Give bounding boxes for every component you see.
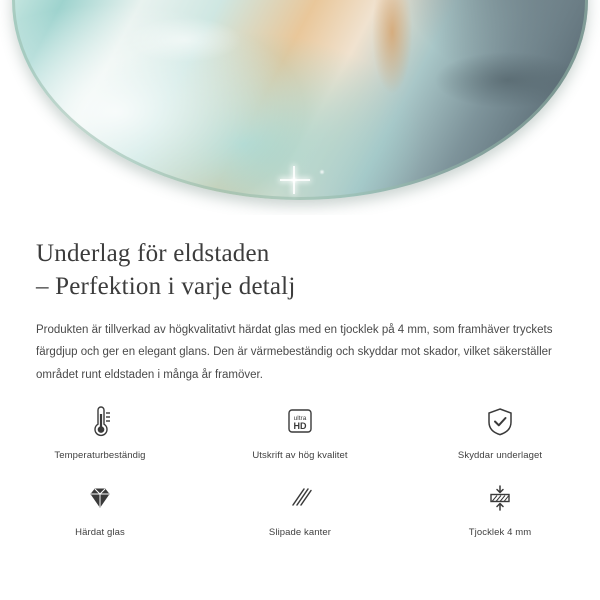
thermometer-icon <box>77 398 123 444</box>
feature-grid <box>0 398 600 538</box>
shield-check-icon <box>477 398 523 444</box>
product-description-text: Produkten är tillverkad av högkvalitativt härdat glas med en tjocklek på 4 mm, som framhäver tryckets färgdjup och ger en elegant glans. Den är värmebeständig och skyddar mot skador, vilket säkerställer området runt eldstaden i många år framöver. <box>36 324 553 381</box>
svg-text:HD: HD <box>293 421 307 431</box>
svg-text:ultra: ultra <box>293 415 307 422</box>
feature-label: Slipade kanter <box>268 527 332 538</box>
feature-item <box>200 398 400 461</box>
feature-label: Tjocklek 4 mm <box>468 527 532 538</box>
feature-label: Utskrift av hög kvalitet <box>252 450 348 461</box>
marble-veins-overlay <box>12 0 588 200</box>
feature-item <box>0 475 200 538</box>
polished-edges-icon <box>277 475 323 521</box>
feature-item <box>400 475 600 538</box>
feature-item <box>400 398 600 461</box>
page-title <box>0 215 600 303</box>
feature-label: Temperaturbeständig <box>54 450 146 461</box>
feature-item <box>0 398 200 461</box>
feature-label: Skyddar underlaget <box>457 450 543 461</box>
page-title-line-1: Underlag för eldstaden <box>36 240 270 267</box>
page-title-line-2: – Perfektion i varje detalj <box>36 273 296 300</box>
round-glass-panel-image <box>12 0 588 200</box>
hero-image <box>0 0 600 215</box>
text-content <box>0 215 600 386</box>
feature-label: Härdat glas <box>75 527 125 538</box>
diamond-icon <box>77 475 123 521</box>
thickness-icon <box>477 475 523 521</box>
feature-item <box>200 475 400 538</box>
ultra-hd-icon <box>277 398 323 444</box>
